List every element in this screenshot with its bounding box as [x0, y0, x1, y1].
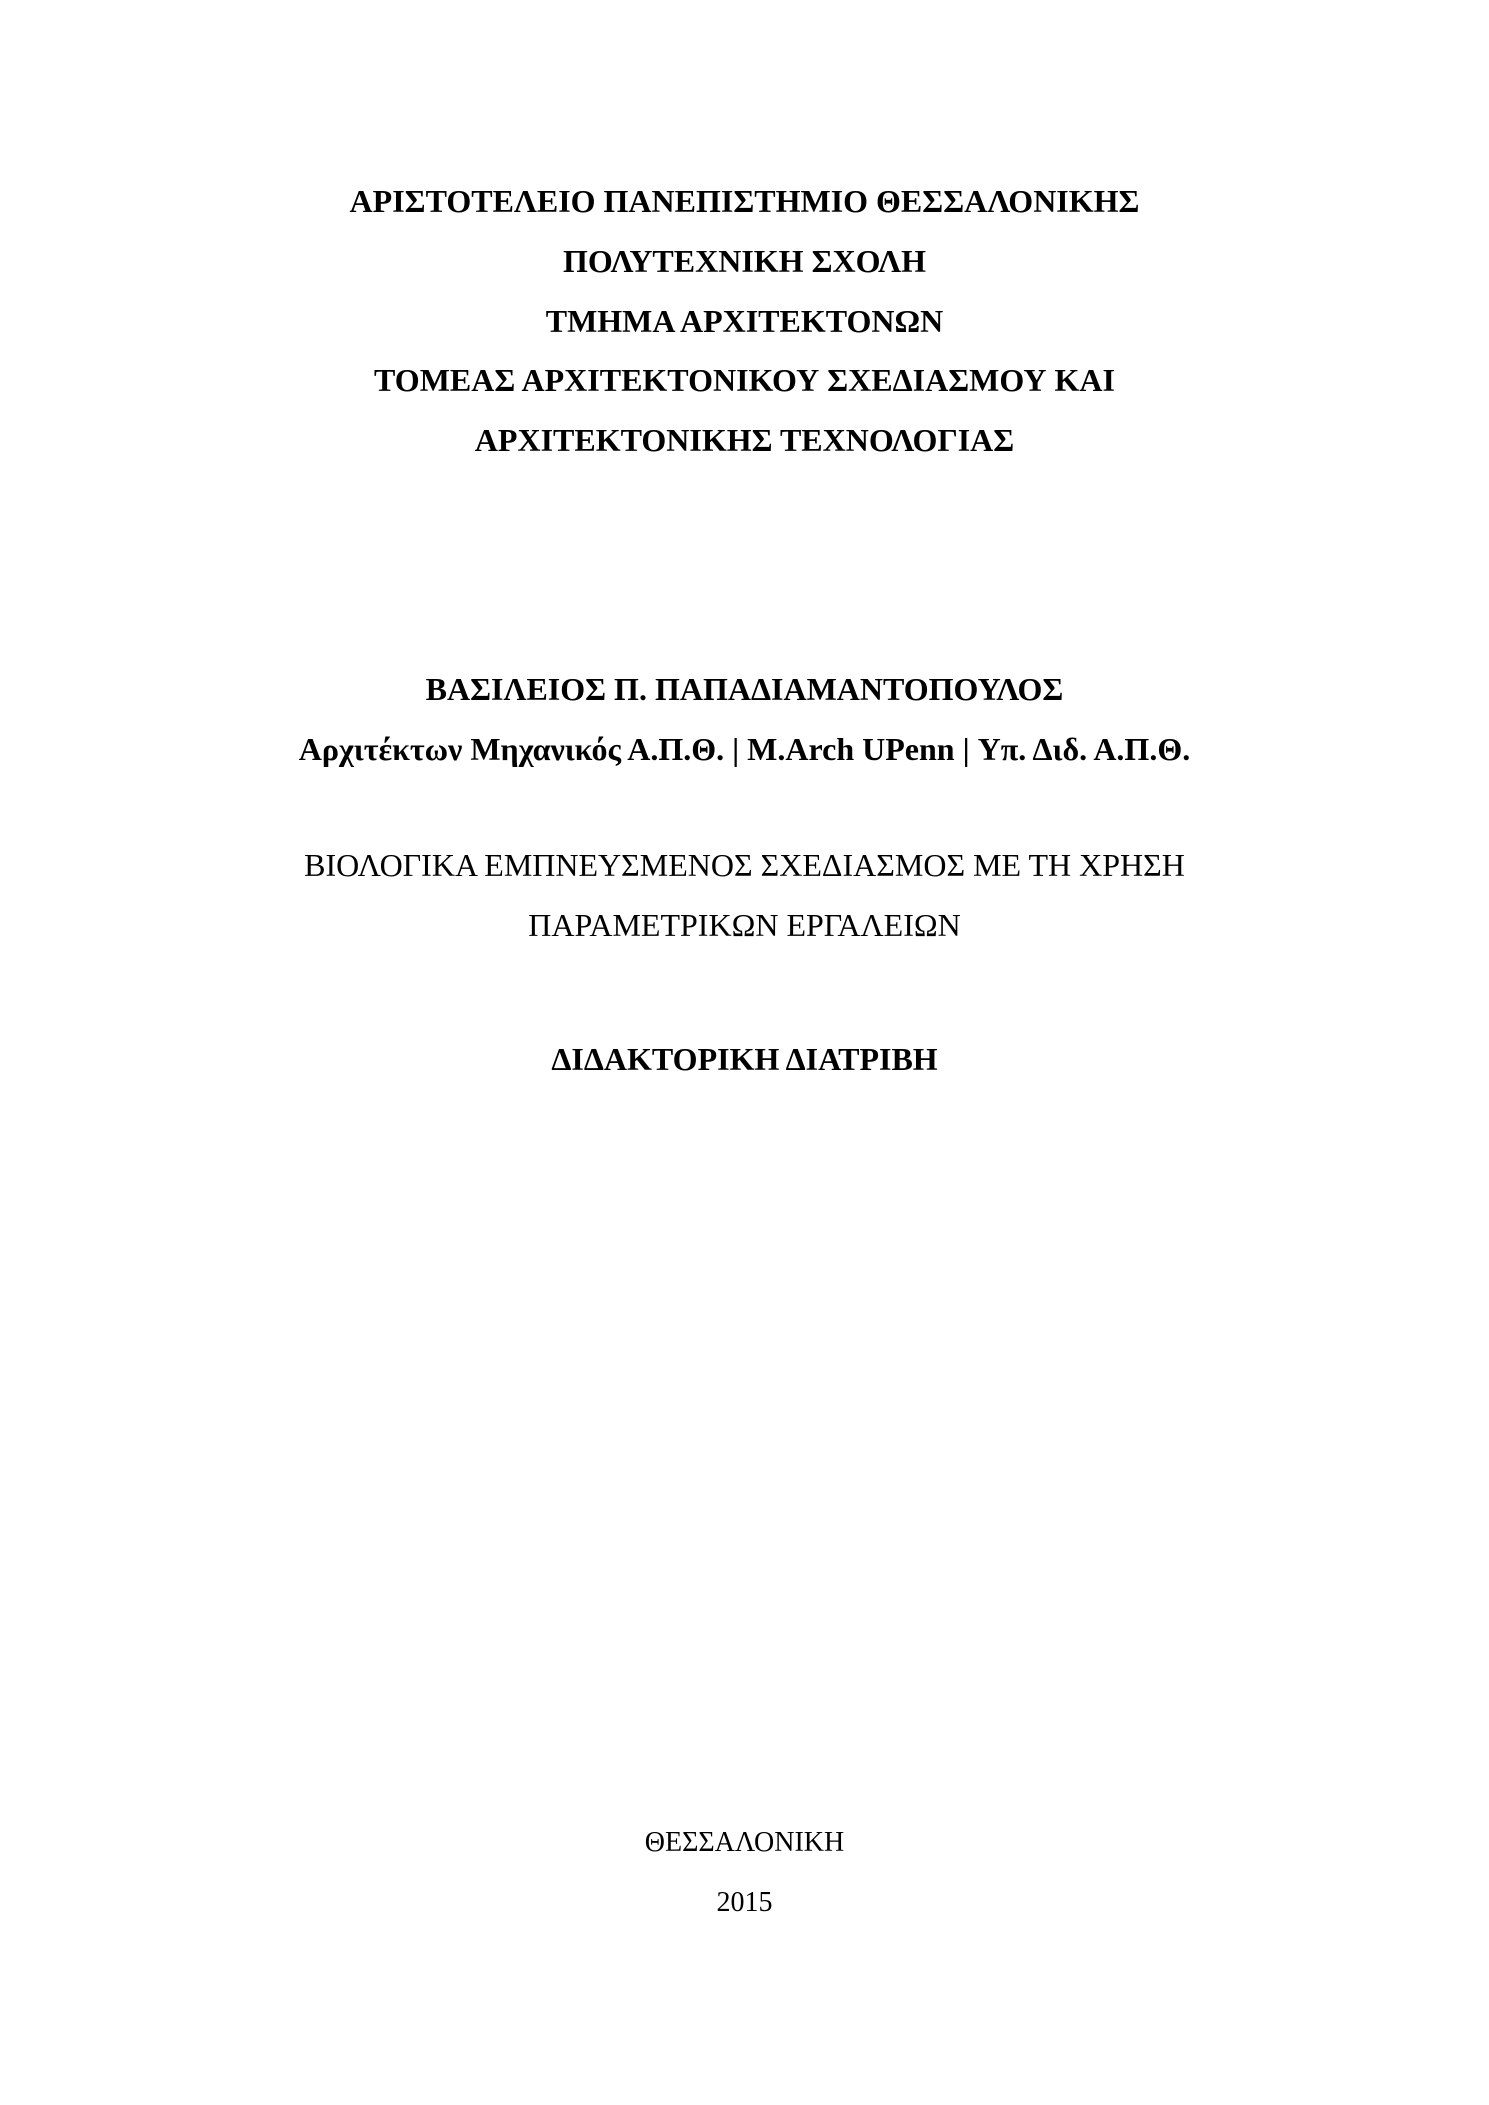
- sector-name-line-1: ΤΟΜΕΑΣ ΑΡΧΙΤΕΚΤΟΝΙΚΟΥ ΣΧΕΔΙΑΣΜΟΥ ΚΑΙ: [374, 362, 1115, 398]
- thesis-title-line-1: ΒΙΟΛΟΓΙΚΑ ΕΜΠΝΕΥΣΜΕΝΟΣ ΣΧΕΔΙΑΣΜΟΣ ΜΕ ΤΗ ΧΡΗΣΗ: [304, 847, 1185, 883]
- sector-name-line-2: ΑΡΧΙΤΕΚΤΟΝΙΚΗΣ ΤΕΧΝΟΛΟΓΙΑΣ: [474, 422, 1015, 458]
- year: 2015: [716, 1887, 773, 1918]
- author-name: ΒΑΣΙΛΕΙΟΣ Π. ΠΑΠΑΔΙΑΜΑΝΤΟΠΟΥΛΟΣ: [425, 671, 1064, 707]
- school-name: ΠΟΛΥΤΕΧΝΙΚΗ ΣΧΟΛΗ: [563, 243, 926, 279]
- university-name: ΑΡΙΣΤΟΤΕΛΕΙΟ ΠΑΝΕΠΙΣΤΗΜΙΟ ΘΕΣΣΑΛΟΝΙΚΗΣ: [349, 183, 1140, 219]
- thesis-title-line-2: ΠΑΡΑΜΕΤΡΙΚΩΝ ΕΡΓΑΛΕΙΩΝ: [528, 907, 961, 943]
- author-credentials: Αρχιτέκτων Μηχανικός Α.Π.Θ. | M.Arch UPenn | Υπ. Διδ. Α.Π.Θ.: [298, 731, 1191, 767]
- department-name: ΤΜΗΜΑ ΑΡΧΙΤΕΚΤΟΝΩΝ: [545, 303, 944, 339]
- city: ΘΕΣΣΑΛΟΝΙΚΗ: [644, 1827, 845, 1858]
- document-type: ΔΙΔΑΚΤΟΡΙΚΗ ΔΙΑΤΡΙΒΗ: [551, 1041, 938, 1077]
